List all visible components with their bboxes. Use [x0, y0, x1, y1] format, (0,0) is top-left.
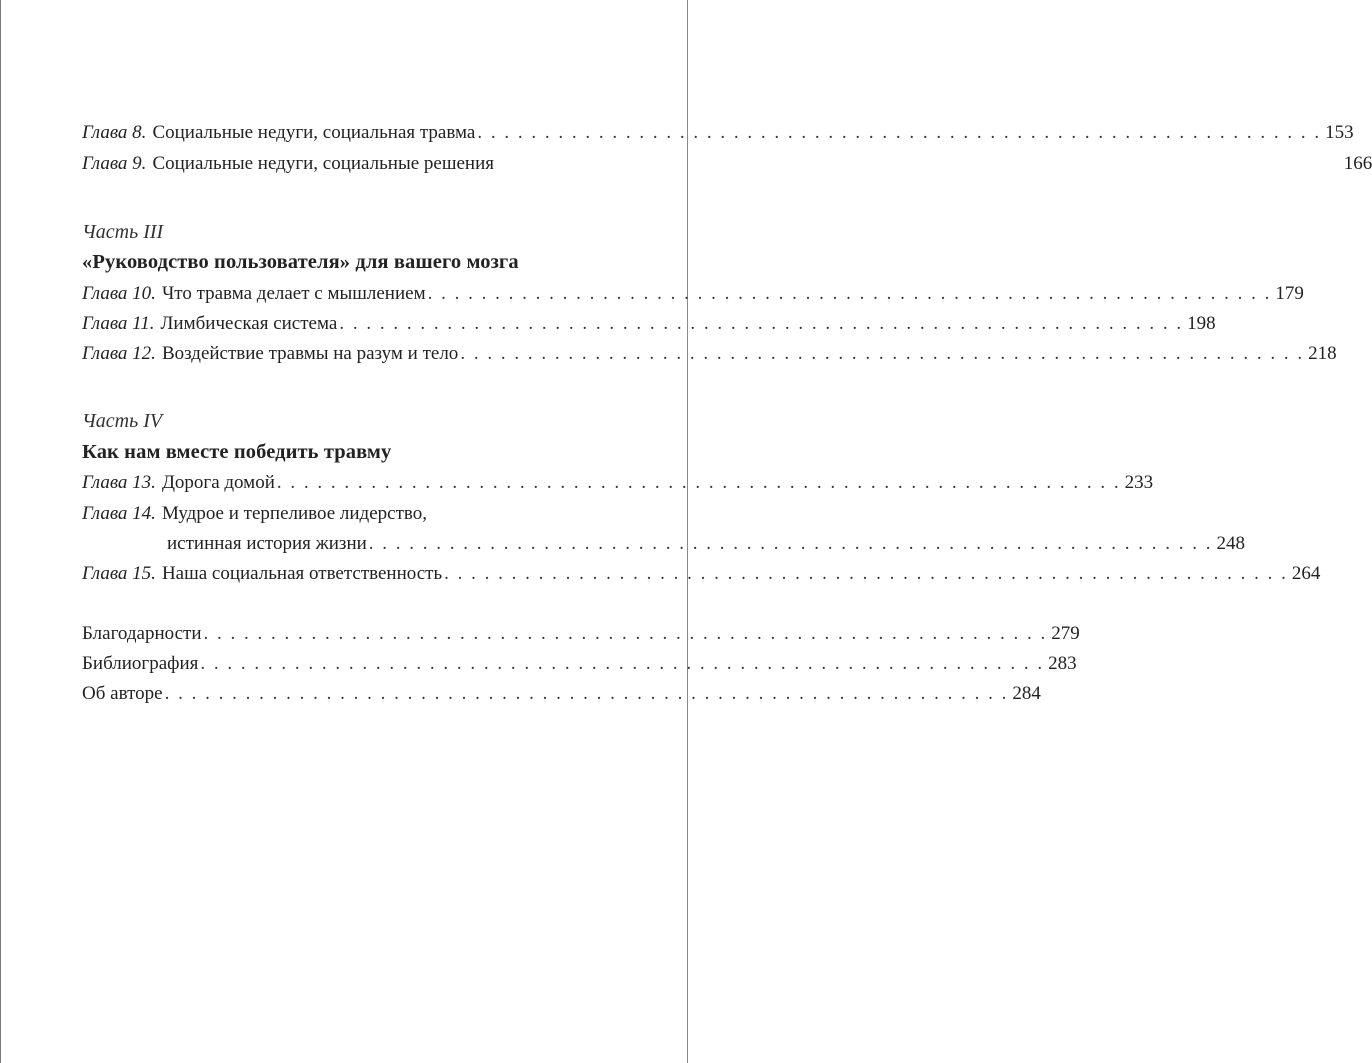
toc-entry-chapter-15[interactable]	[82, 559, 1321, 589]
chapter-title: Наша социальная ответственность	[161, 563, 443, 584]
part-4-label: Часть IV	[82, 410, 163, 432]
dot-leader	[428, 279, 1272, 309]
page-number: 179	[1275, 283, 1304, 304]
chapter-title: Дорога домой	[161, 472, 275, 493]
page-number: 284	[1012, 683, 1041, 704]
toc-entry-acknowledgements[interactable]	[82, 619, 1080, 649]
part-3-title[interactable]: «Руководство пользователя» для вашего мозга	[82, 251, 519, 273]
toc-entry-chapter-14[interactable]	[82, 499, 579, 529]
chapter-label: Глава 9.	[82, 153, 147, 174]
toc-entry-chapter-9[interactable]	[82, 149, 1372, 179]
page-number: 283	[1048, 653, 1077, 674]
section-title: Благодарности	[82, 623, 202, 644]
page-number: 198	[1187, 313, 1216, 334]
chapter-title: Социальные недуги, социальная травма	[152, 122, 476, 143]
chapter-title-line-2: истинная история жизни	[167, 533, 367, 554]
toc-entry-about-author[interactable]	[82, 679, 1041, 709]
toc-entry-bibliography[interactable]	[82, 649, 1077, 679]
toc-entry-chapter-13[interactable]	[82, 468, 1154, 498]
chapter-title: Социальные недуги, социальные решения	[152, 153, 494, 174]
section-title: Библиография	[82, 653, 199, 674]
dot-leader	[200, 649, 1044, 679]
toc-entry-chapter-8[interactable]	[82, 118, 1354, 148]
dot-leader	[277, 468, 1121, 498]
dot-leader	[460, 339, 1304, 369]
chapter-label: Глава 11.	[82, 313, 155, 334]
page-number: 218	[1308, 343, 1337, 364]
dot-leader	[339, 309, 1183, 339]
chapter-title: Что травма делает с мышлением	[161, 283, 426, 304]
toc-entry-chapter-11[interactable]	[82, 309, 1216, 339]
dot-leader	[165, 679, 1009, 709]
section-title: Об авторе	[82, 683, 163, 704]
page-number: 264	[1291, 563, 1321, 584]
page-number: 279	[1051, 623, 1080, 644]
dot-leader	[444, 559, 1288, 589]
chapter-label: Глава 8.	[82, 122, 147, 143]
part-4-title[interactable]: Как нам вместе победить травму	[82, 441, 392, 463]
part-3-label: Часть III	[82, 221, 164, 243]
chapter-label: Глава 12.	[82, 343, 156, 364]
chapter-title-line-1: Мудрое и терпеливое лидерство,	[161, 503, 427, 524]
page-number: 233	[1124, 472, 1154, 493]
page-number: 166	[1343, 153, 1372, 174]
dot-leader	[369, 529, 1213, 559]
toc-entry-chapter-14-continued[interactable]	[167, 529, 1246, 559]
chapter-title: Лимбическая система	[160, 313, 338, 334]
toc-entry-chapter-10[interactable]	[82, 279, 1304, 309]
dot-leader	[477, 118, 1321, 148]
chapter-label: Глава 13.	[82, 472, 156, 493]
toc-entry-chapter-12[interactable]	[82, 339, 1337, 369]
chapter-label: Глава 14.	[82, 503, 156, 524]
dot-leader	[204, 619, 1048, 649]
page-number: 153	[1325, 122, 1354, 143]
chapter-label: Глава 15.	[82, 563, 156, 584]
chapter-title: Воздействие травмы на разум и тело	[161, 343, 459, 364]
page-number: 248	[1216, 533, 1246, 554]
chapter-label: Глава 10.	[82, 283, 156, 304]
